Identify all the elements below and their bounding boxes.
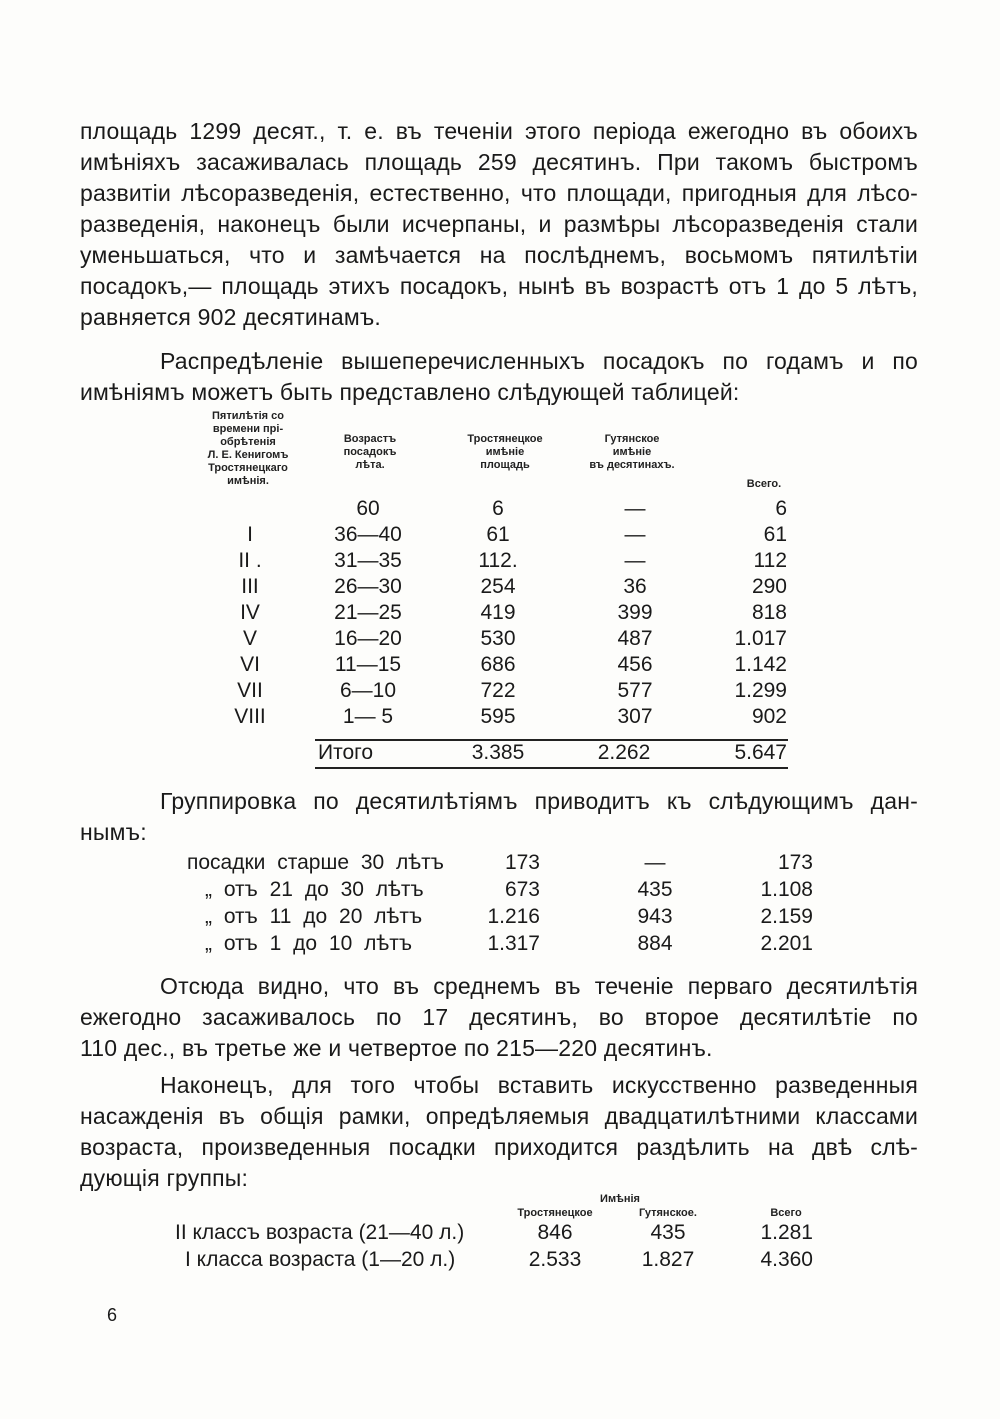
table-cell: 884	[637, 932, 673, 955]
table-cell: VIII	[234, 705, 266, 728]
table-cell: 1.317	[487, 932, 540, 955]
table-cell: VI	[240, 653, 260, 676]
table-cell: 61	[763, 523, 787, 546]
table-cell: 577	[617, 679, 653, 702]
table-cell: 307	[617, 705, 653, 728]
table-cell: 61	[486, 523, 510, 546]
table-cell: —	[624, 549, 646, 572]
table-cell: II .	[238, 549, 262, 572]
table-cell: 686	[480, 653, 516, 676]
paragraph-line: Наконецъ, для того чтобы вставить искусственно разведенныя	[160, 1072, 918, 1098]
table-header: Гутянское имѣнiе въ десятинахъ.	[589, 433, 675, 471]
table-cell: 1.827	[641, 1248, 695, 1271]
table-cell: III	[241, 575, 259, 598]
table-cell: 2.533	[528, 1248, 582, 1271]
table-cell: 1.142	[734, 653, 787, 676]
table-cell: 11—15	[334, 653, 402, 676]
total-cell: 3.385	[471, 741, 525, 764]
table-cell: 943	[637, 905, 673, 928]
table-cell: 419	[480, 601, 516, 624]
table-cell: 6—10	[339, 679, 397, 702]
paragraph-line: посадокъ,— площадь этихъ посадокъ, нынѣ въ возрастѣ отъ 1 до 5 лѣтъ,	[80, 273, 918, 299]
total-cell: 5.647	[734, 741, 787, 764]
table-header: Всего.	[746, 478, 782, 490]
table-cell: 290	[751, 575, 787, 598]
table-cell: 435	[637, 878, 673, 901]
table-cell: 112.	[478, 549, 518, 572]
table-cell: 846	[537, 1221, 573, 1244]
table-cell: 530	[480, 627, 516, 650]
table-cell: 2.159	[760, 905, 813, 928]
table-cell: 1.281	[760, 1221, 813, 1244]
table-cell: II классъ возраста (21—40 л.)	[175, 1221, 465, 1244]
table-cell: 487	[617, 627, 653, 650]
paragraph-line: насажденiя въ общiя рамки, опредѣляемыя двадцатилѣтними классами	[80, 1103, 918, 1129]
table-cell: IV	[240, 601, 260, 624]
table-cell: 26—30	[334, 575, 402, 598]
table-rule	[315, 739, 788, 741]
table-cell: I	[247, 523, 253, 546]
table-cell: 173	[504, 851, 540, 874]
table-cell: 254	[480, 575, 516, 598]
table-header: Тростянецкое имѣнiе площадь	[467, 433, 543, 471]
table-header: Пятилѣтiя со времени прi- обрѣтенiя Л. Е. Кенигомъ Тростянецкаго имѣнiя.	[207, 410, 289, 487]
table-cell: „ отъ 21 до 30 лѣтъ	[205, 878, 424, 901]
paragraph-line: Распредѣленiе вышеперечисленныхъ посадокъ по годамъ и по	[160, 348, 918, 374]
table-cell: 722	[480, 679, 516, 702]
table-cell: 818	[751, 601, 787, 624]
total-cell: 2.262	[597, 741, 651, 764]
table-cell: V	[242, 627, 258, 650]
table-cell: 21—25	[334, 601, 402, 624]
paragraph-line: дующiя группы:	[80, 1165, 249, 1191]
table-cell: 1— 5	[342, 705, 394, 728]
table-cell: 1.299	[734, 679, 787, 702]
table-cell: 6	[775, 497, 787, 520]
paragraph-line: имѣнiямъ можетъ быть представлено слѣдующей таблицей:	[80, 379, 740, 405]
table-cell: 36—40	[334, 523, 402, 546]
table-cell: 112	[753, 549, 787, 572]
paragraph-line: возраста, произведенныя посадки приходится раздѣлить на двѣ слѣ-	[80, 1134, 918, 1160]
table-cell: 16—20	[334, 627, 402, 650]
table-cell: 31—35	[334, 549, 402, 572]
total-cell: Итого	[318, 741, 374, 764]
table-header: Тростянецкое	[517, 1207, 593, 1219]
table-cell: „ отъ 1 до 10 лѣтъ	[205, 932, 412, 955]
table-cell: 4.360	[760, 1248, 813, 1271]
table-header: Всего	[770, 1207, 802, 1219]
paragraph-line: ежегодно засаживалось по 17 десятинъ, во второе десятилѣтiе по	[80, 1004, 918, 1030]
table-cell: 456	[617, 653, 653, 676]
paragraph-line: 110 дес., въ третье же и четвертое по 215—220 десятинъ.	[80, 1035, 713, 1061]
page-number: 6	[107, 1305, 118, 1325]
paragraph-line: нымъ:	[80, 819, 147, 845]
table-cell: 435	[650, 1221, 686, 1244]
table-header: Гутянское.	[639, 1207, 697, 1219]
table-group-header: Имѣнiя	[600, 1193, 640, 1205]
table-cell: 2.201	[760, 932, 813, 955]
paragraph-line: уменьшаться, что и замѣчается на послѣднемъ, восьмомъ пятилѣтiи	[80, 242, 918, 268]
table-cell: 6	[492, 497, 504, 520]
paragraph-line: площадь 1299 десят., т. е. въ теченiи этого перiода ежегодно въ обоихъ	[80, 118, 918, 144]
paragraph-line: равняется 902 десятинамъ.	[80, 304, 381, 330]
paragraph-line: Отсюда видно, что въ среднемъ въ теченiе перваго десятилѣтiя	[160, 973, 918, 999]
table-cell: 173	[777, 851, 813, 874]
table-cell: I класса возраста (1—20 л.)	[185, 1248, 456, 1271]
table-cell: —	[644, 851, 666, 874]
table-cell: 673	[504, 878, 540, 901]
table-cell: —	[624, 523, 646, 546]
table-cell: 1.017	[734, 627, 787, 650]
table-rule	[315, 767, 788, 769]
paragraph-line: разведенiя, наконецъ были исчерпаны, и размѣры лѣсоразведенiя стали	[80, 211, 918, 237]
table-cell: 60	[356, 497, 380, 520]
paragraph-line: имѣнiяхъ засаживалась площадь 259 десятинъ. При такомъ быстромъ	[80, 149, 918, 175]
paragraph-line: Группировка по десятилѣтiямъ приводитъ къ слѣдующимъ дан-	[160, 788, 918, 814]
table-cell: „ отъ 11 до 20 лѣтъ	[205, 905, 423, 928]
table-cell: посадки старше 30 лѣтъ	[187, 851, 444, 874]
table-header: Возрастъ посадокъ лѣта.	[343, 433, 397, 471]
table-cell: 595	[480, 705, 516, 728]
table-cell: VII	[237, 679, 263, 702]
table-cell: 1.216	[487, 905, 540, 928]
table-cell: 902	[751, 705, 787, 728]
table-cell: 399	[617, 601, 653, 624]
table-cell: 1.108	[760, 878, 813, 901]
paragraph-line: развитiи лѣсоразведенiя, естественно, что площади, пригодныя для лѣсо-	[80, 180, 918, 206]
table-cell: —	[624, 497, 646, 520]
table-cell: 36	[623, 575, 647, 598]
